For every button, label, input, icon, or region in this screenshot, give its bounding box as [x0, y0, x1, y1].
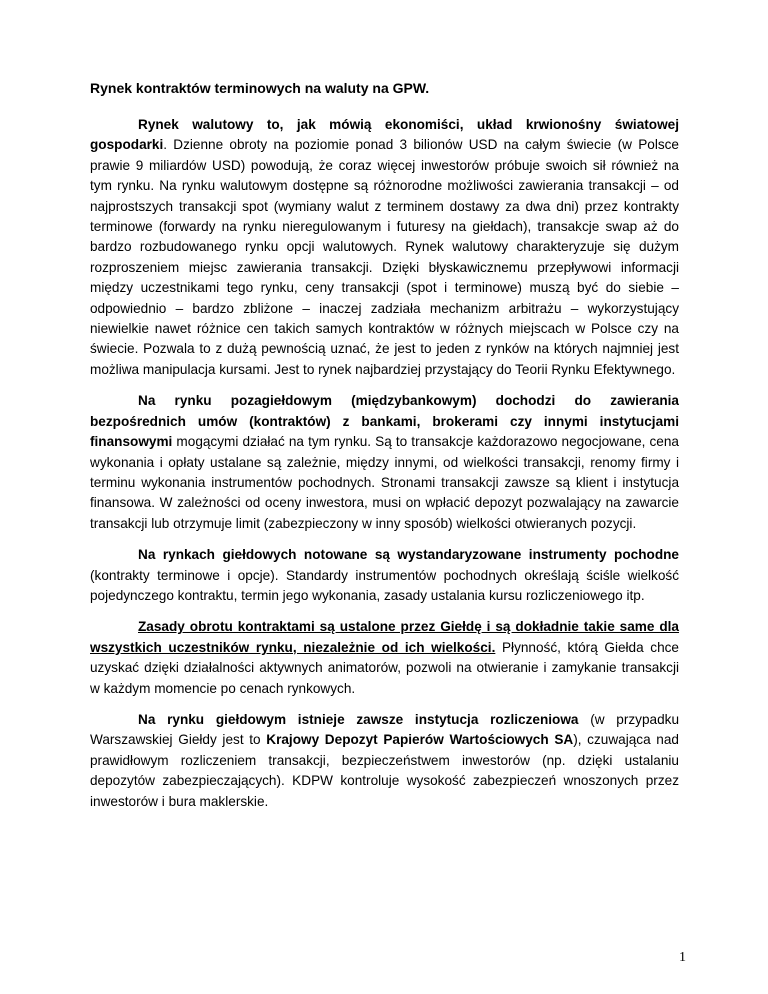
paragraph-text: (kontrakty terminowe i opcje). Standardy instrumentów pochodnych określają ściśle wielkość pojedynczego kontraktu, termin jego wykonania, zasady ustalania kursu rozliczeniowego itp.: [90, 567, 679, 603]
paragraph-exchange-markets: [90, 545, 679, 606]
paragraph-text: (w przypadku Warszawskiej Giełdy jest to: [90, 711, 680, 748]
paragraph-otc-market: [90, 391, 679, 534]
paragraph-currency-market: [90, 115, 679, 380]
paragraph-text: . Dzienne obroty na poziomie ponad 3 bilionów USD na całym świecie (w Polsce prawie 9 miliardów USD) powodują, że coraz więcej inwestorów próbuje swoich sił również na tym rynku. Na rynku walutowym dostępne są różnorodne możliwości zawierania transakcji – od najprostszych transakcji spot (wymiany walut z terminem dostawy za dwa dni) przez kontrakty terminowe (forwardy na rynku nieregulowanym i futuresy na giełdach), transakcje swap aż do bardzo rozbudowanego rynku opcji walutowych. Rynek walutowy charakteryzuje się dużym rozproszeniem miejsc zawierania transakcji. Dzięki błyskawicznemu przepływowi informacji między uczestnikami tego rynku, ceny transakcji (spot i terminowe) muszą być do siebie – odpowiednio – bardzo zbliżone – inaczej zadziała mechanizm arbitrażu – wykorzystujący niewielkie nawet różnice cen takich samych kontraktów w różnych miejscach w Polsce czy na świecie. Pozwala to z dużą pewnością uznać, że jest to jeden z rynków na których najmniej jest możliwa manipulacja kursami. Jest to rynek najbardziej przystający do Teorii Rynku Efektywnego.: [90, 137, 679, 377]
bold-lead: Na rynkach giełdowych notowane są wystandaryzowane instrumenty pochodne: [138, 547, 679, 563]
document-title: Rynek kontraktów terminowych na waluty na GPW.: [90, 80, 430, 96]
document-page: [90, 78, 679, 823]
bold-underlined-lead: Zasady obrotu kontraktami są ustalone przez Giełdę i są dokładnie takie same dla wszystkich uczestników rynku, niezależnie od ich wielkości.: [90, 619, 679, 655]
paragraph-clearing-institution: [90, 710, 679, 812]
bold-kdpw-name: Krajowy Depozyt Papierów Wartościowych SA: [266, 732, 574, 748]
paragraph-text: ), czuwająca nad prawidłowym rozliczeniem transakcji, bezpieczeństwem inwestorów (np. dzięki ustalaniu depozytów zabezpieczających). KDPW kontroluje wysokość zabezpieczeń wnoszonych przez inwestorów i bura maklerskie.: [90, 732, 679, 809]
page-number: 1: [679, 950, 686, 965]
bold-lead: Na rynku giełdowym istnieje zawsze instytucja rozliczeniowa: [138, 711, 579, 727]
bold-lead: Na rynku pozagiełdowym (międzybankowym) dochodzi do zawierania bezpośrednich umów (kontraktów) z bankami, brokerami czy innymi instytucjami finansowymi: [90, 393, 679, 450]
paragraph-text: Płynność, którą Giełda chce uzyskać dzięki działalności aktywnych animatorów, pozwoli na otwieranie i zamykanie transakcji w każdym momencie po cenach rynkowych.: [90, 639, 679, 696]
paragraph-text: mogącymi działać na tym rynku. Są to transakcje każdorazowo negocjowane, cena wykonania i opłaty ustalane są zależnie, między innymi, od wielkości transakcji, renomy firmy i terminu wykonania instrumentów pochodnych. Stronami transakcji zawsze są klient i instytucja finansowa. W zależności od oceny inwestora, musi on wpłacić depozyt pozwalający na zawarcie transakcji lub otrzymuje limit (zabezpieczony w inny sposób) wielkości otwieranych pozycji.: [90, 434, 679, 531]
paragraph-trading-rules: [90, 617, 679, 699]
bold-lead: Rynek walutowy to, jak mówią ekonomiści, układ krwionośny światowej gospodarki: [90, 117, 679, 153]
